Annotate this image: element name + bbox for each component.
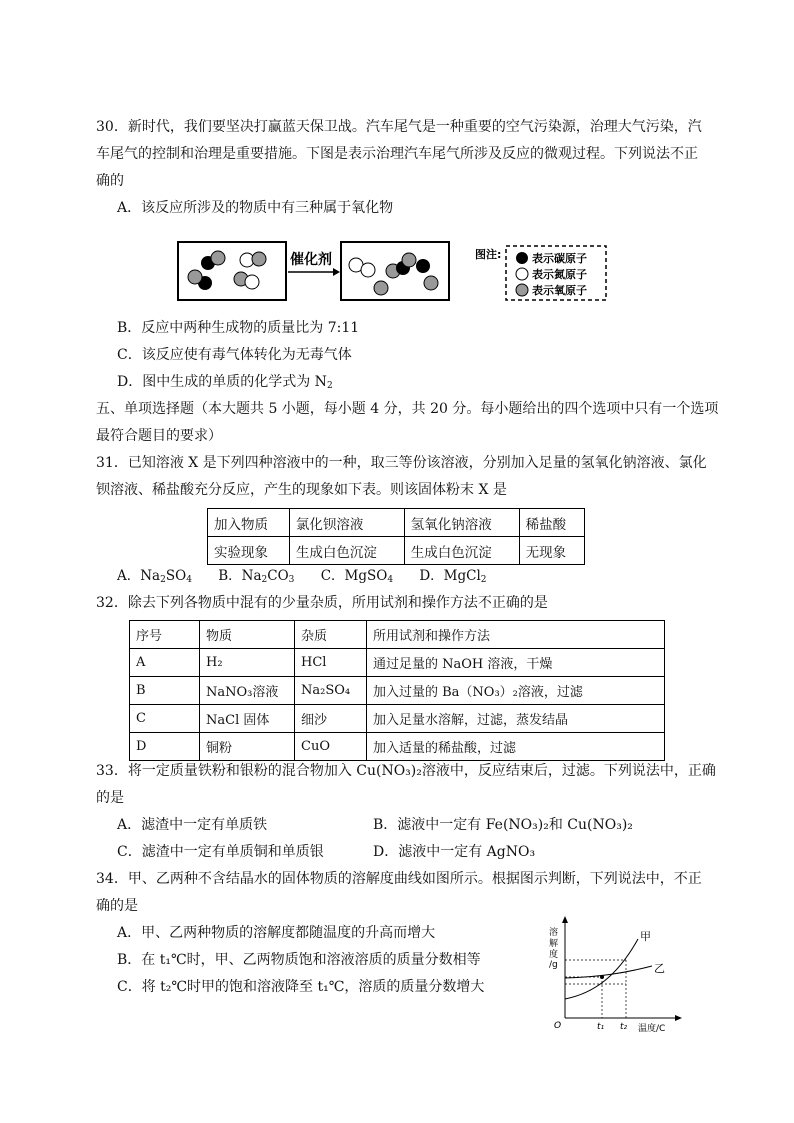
q34-line1: 34．甲、乙两种不含结晶水的固体物质的溶解度曲线如图所示。根据图示判断，下列说法中，不正 bbox=[96, 871, 702, 887]
q30-line1: 30．新时代，我们要坚决打赢蓝天保卫战。汽车尾气是一种重要的空气污染源，治理大气污染，汽 bbox=[96, 119, 702, 135]
yi-label: 乙 bbox=[654, 962, 665, 975]
solubility-graph bbox=[540, 915, 685, 1033]
q33-option-d: D．滤液中一定有 AgNO₃ bbox=[373, 844, 536, 860]
table-cell: 氯化钡溶液 bbox=[289, 509, 404, 537]
legend-nitrogen: 表示氮原子 bbox=[532, 268, 587, 281]
xlabel: 温度/C bbox=[638, 1024, 666, 1033]
oxygen-atom bbox=[402, 253, 416, 267]
table-cell: 加入物质 bbox=[208, 509, 290, 537]
table-cell: 氢氧化钠溶液 bbox=[404, 509, 519, 537]
legend-carbon: 表示碳原子 bbox=[532, 252, 587, 265]
section5-line1: 五、单项选择题（本大题共 5 小题，每小题 4 分，共 20 分。每小题给出的四个选项中只有一个选项 bbox=[96, 401, 719, 417]
table-row bbox=[130, 677, 665, 705]
q32-line1: 32．除去下列各物质中混有的少量杂质，所用试剂和操作方法不正确的是 bbox=[96, 595, 548, 611]
q34-option-a: A．甲、乙两种物质的溶解度都随温度的升高而增大 bbox=[117, 925, 436, 941]
q33-option-c: C．滤渣中一定有单质铜和单质银 bbox=[117, 844, 324, 860]
jia-label: 甲 bbox=[640, 930, 651, 943]
q30-option-a: A．该反应所涉及的物质中有三种属于氧化物 bbox=[117, 200, 394, 216]
q31-table bbox=[207, 508, 585, 565]
carbon-atom bbox=[416, 259, 430, 273]
oxygen-atom bbox=[424, 276, 438, 290]
table-row bbox=[130, 621, 665, 649]
table-cell: 细沙 bbox=[295, 705, 367, 733]
q33-option-a: A．滤渣中一定有单质铁 bbox=[117, 817, 268, 833]
table-row bbox=[130, 705, 665, 733]
q30-line2: 车尾气的控制和治理是重要措施。下图是表示治理汽车尾气所涉及反应的微观过程。下列说法不正 bbox=[96, 146, 698, 162]
arrow-head bbox=[333, 268, 340, 276]
q33-line2: 的是 bbox=[96, 790, 124, 806]
nitrogen-atom bbox=[245, 275, 259, 289]
nitrogen-atom bbox=[361, 263, 375, 277]
t2-label: t₂ bbox=[620, 1022, 628, 1032]
q31-line1: 31．已知溶液 X 是下列四种溶液中的一种，取三等份该溶液，分别加入足量的氢氧化钠溶液、氯化 bbox=[96, 455, 707, 471]
origin-label: O bbox=[554, 1021, 562, 1031]
q30-option-b: B．反应中两种生成物的质量比为 7:11 bbox=[117, 320, 360, 336]
x-axis-arrow bbox=[675, 1015, 682, 1021]
table-cell: HCl bbox=[295, 649, 367, 677]
table-cell: 生成白色沉淀 bbox=[404, 537, 519, 565]
oxygen-atom bbox=[252, 252, 266, 266]
table-cell: 加入适量的稀盐酸，过滤 bbox=[367, 733, 665, 761]
table-cell: D bbox=[130, 733, 200, 761]
curve-yi bbox=[565, 966, 652, 978]
table-cell: CuO bbox=[295, 733, 367, 761]
catalyst-label: 催化剂 bbox=[290, 252, 332, 268]
table-cell: C bbox=[130, 705, 200, 733]
table-cell: 实验现象 bbox=[208, 537, 290, 565]
table-cell: B bbox=[130, 677, 200, 705]
table-cell: 加入过量的 Ba（NO₃）₂溶液，过滤 bbox=[367, 677, 665, 705]
oxygen-atom bbox=[188, 270, 202, 284]
table-cell: 通过足量的 NaOH 溶液，干燥 bbox=[367, 649, 665, 677]
section5-line2: 最符合题目的要求） bbox=[96, 428, 222, 444]
q31-line2: 钡溶液、稀盐酸充分反应，产生的现象如下表。则该固体粉末 X 是 bbox=[96, 482, 507, 498]
legend-oxygen: 表示氧原子 bbox=[532, 284, 587, 297]
q30-option-c: C．该反应使有毒气体转化为无毒气体 bbox=[117, 347, 352, 363]
q33-option-b: B．滤液中一定有 Fe(NO₃)₂和 Cu(NO₃)₂ bbox=[373, 817, 633, 833]
q32-table bbox=[129, 620, 665, 761]
table-row bbox=[130, 733, 665, 761]
table-cell: 无现象 bbox=[519, 537, 584, 565]
table-row bbox=[130, 649, 665, 677]
q34-line2: 确的是 bbox=[96, 898, 138, 914]
table-cell: 序号 bbox=[130, 621, 200, 649]
curve-jia bbox=[565, 939, 638, 999]
oxygen-atom bbox=[211, 251, 225, 265]
intersection-point bbox=[600, 975, 604, 979]
table-row bbox=[208, 537, 585, 565]
legend-oxygen-icon bbox=[516, 284, 528, 296]
t1-label: t₁ bbox=[597, 1022, 605, 1032]
table-cell: H₂ bbox=[200, 649, 295, 677]
ylabel-1: 溶 bbox=[549, 928, 559, 938]
q34-option-c: C．将 t₂℃时甲的饱和溶液降至 t₁℃，溶质的质量分数增大 bbox=[117, 979, 485, 995]
table-cell: 杂质 bbox=[295, 621, 367, 649]
y-axis-arrow bbox=[562, 916, 568, 923]
legend-carbon-icon bbox=[516, 252, 528, 264]
table-cell: 物质 bbox=[200, 621, 295, 649]
legend-title: 图注: bbox=[475, 248, 502, 261]
q34-option-b: B．在 t₁℃时，甲、乙两物质饱和溶液溶质的质量分数相等 bbox=[117, 952, 481, 968]
table-cell: 加入足量水溶解，过滤，蒸发结晶 bbox=[367, 705, 665, 733]
table-cell: 生成白色沉淀 bbox=[289, 537, 404, 565]
table-cell: 稀盐酸 bbox=[519, 509, 584, 537]
q30-option-d: D．图中生成的单质的化学式为 $N_2$ bbox=[117, 374, 333, 391]
table-cell: Na₂SO₄ bbox=[295, 677, 367, 705]
table-cell: 铜粉 bbox=[200, 733, 295, 761]
q30-line3: 确的 bbox=[96, 173, 124, 189]
table-cell: NaCl 固体 bbox=[200, 705, 295, 733]
oxygen-atom bbox=[374, 281, 388, 295]
table-cell: 所用试剂和操作方法 bbox=[367, 621, 665, 649]
ylabel-4: /g bbox=[549, 960, 558, 970]
reaction-diagram bbox=[175, 238, 615, 306]
q33-line1: 33．将一定质量铁粉和银粉的混合物加入 Cu(NO₃)₂溶液中，反应结束后，过滤。下列说法中，正确 bbox=[96, 763, 716, 779]
ylabel-2: 解 bbox=[549, 939, 559, 949]
ylabel-3: 度 bbox=[549, 950, 559, 960]
table-cell: NaNO₃溶液 bbox=[200, 677, 295, 705]
legend-nitrogen-icon bbox=[516, 268, 528, 280]
table-row bbox=[208, 509, 585, 537]
table-cell: A bbox=[130, 649, 200, 677]
q31-options: A．$Na_2SO_4$ B．$Na_2CO_3$ C．MgSO$_4$ D．MgCl$_2$ bbox=[117, 568, 487, 585]
